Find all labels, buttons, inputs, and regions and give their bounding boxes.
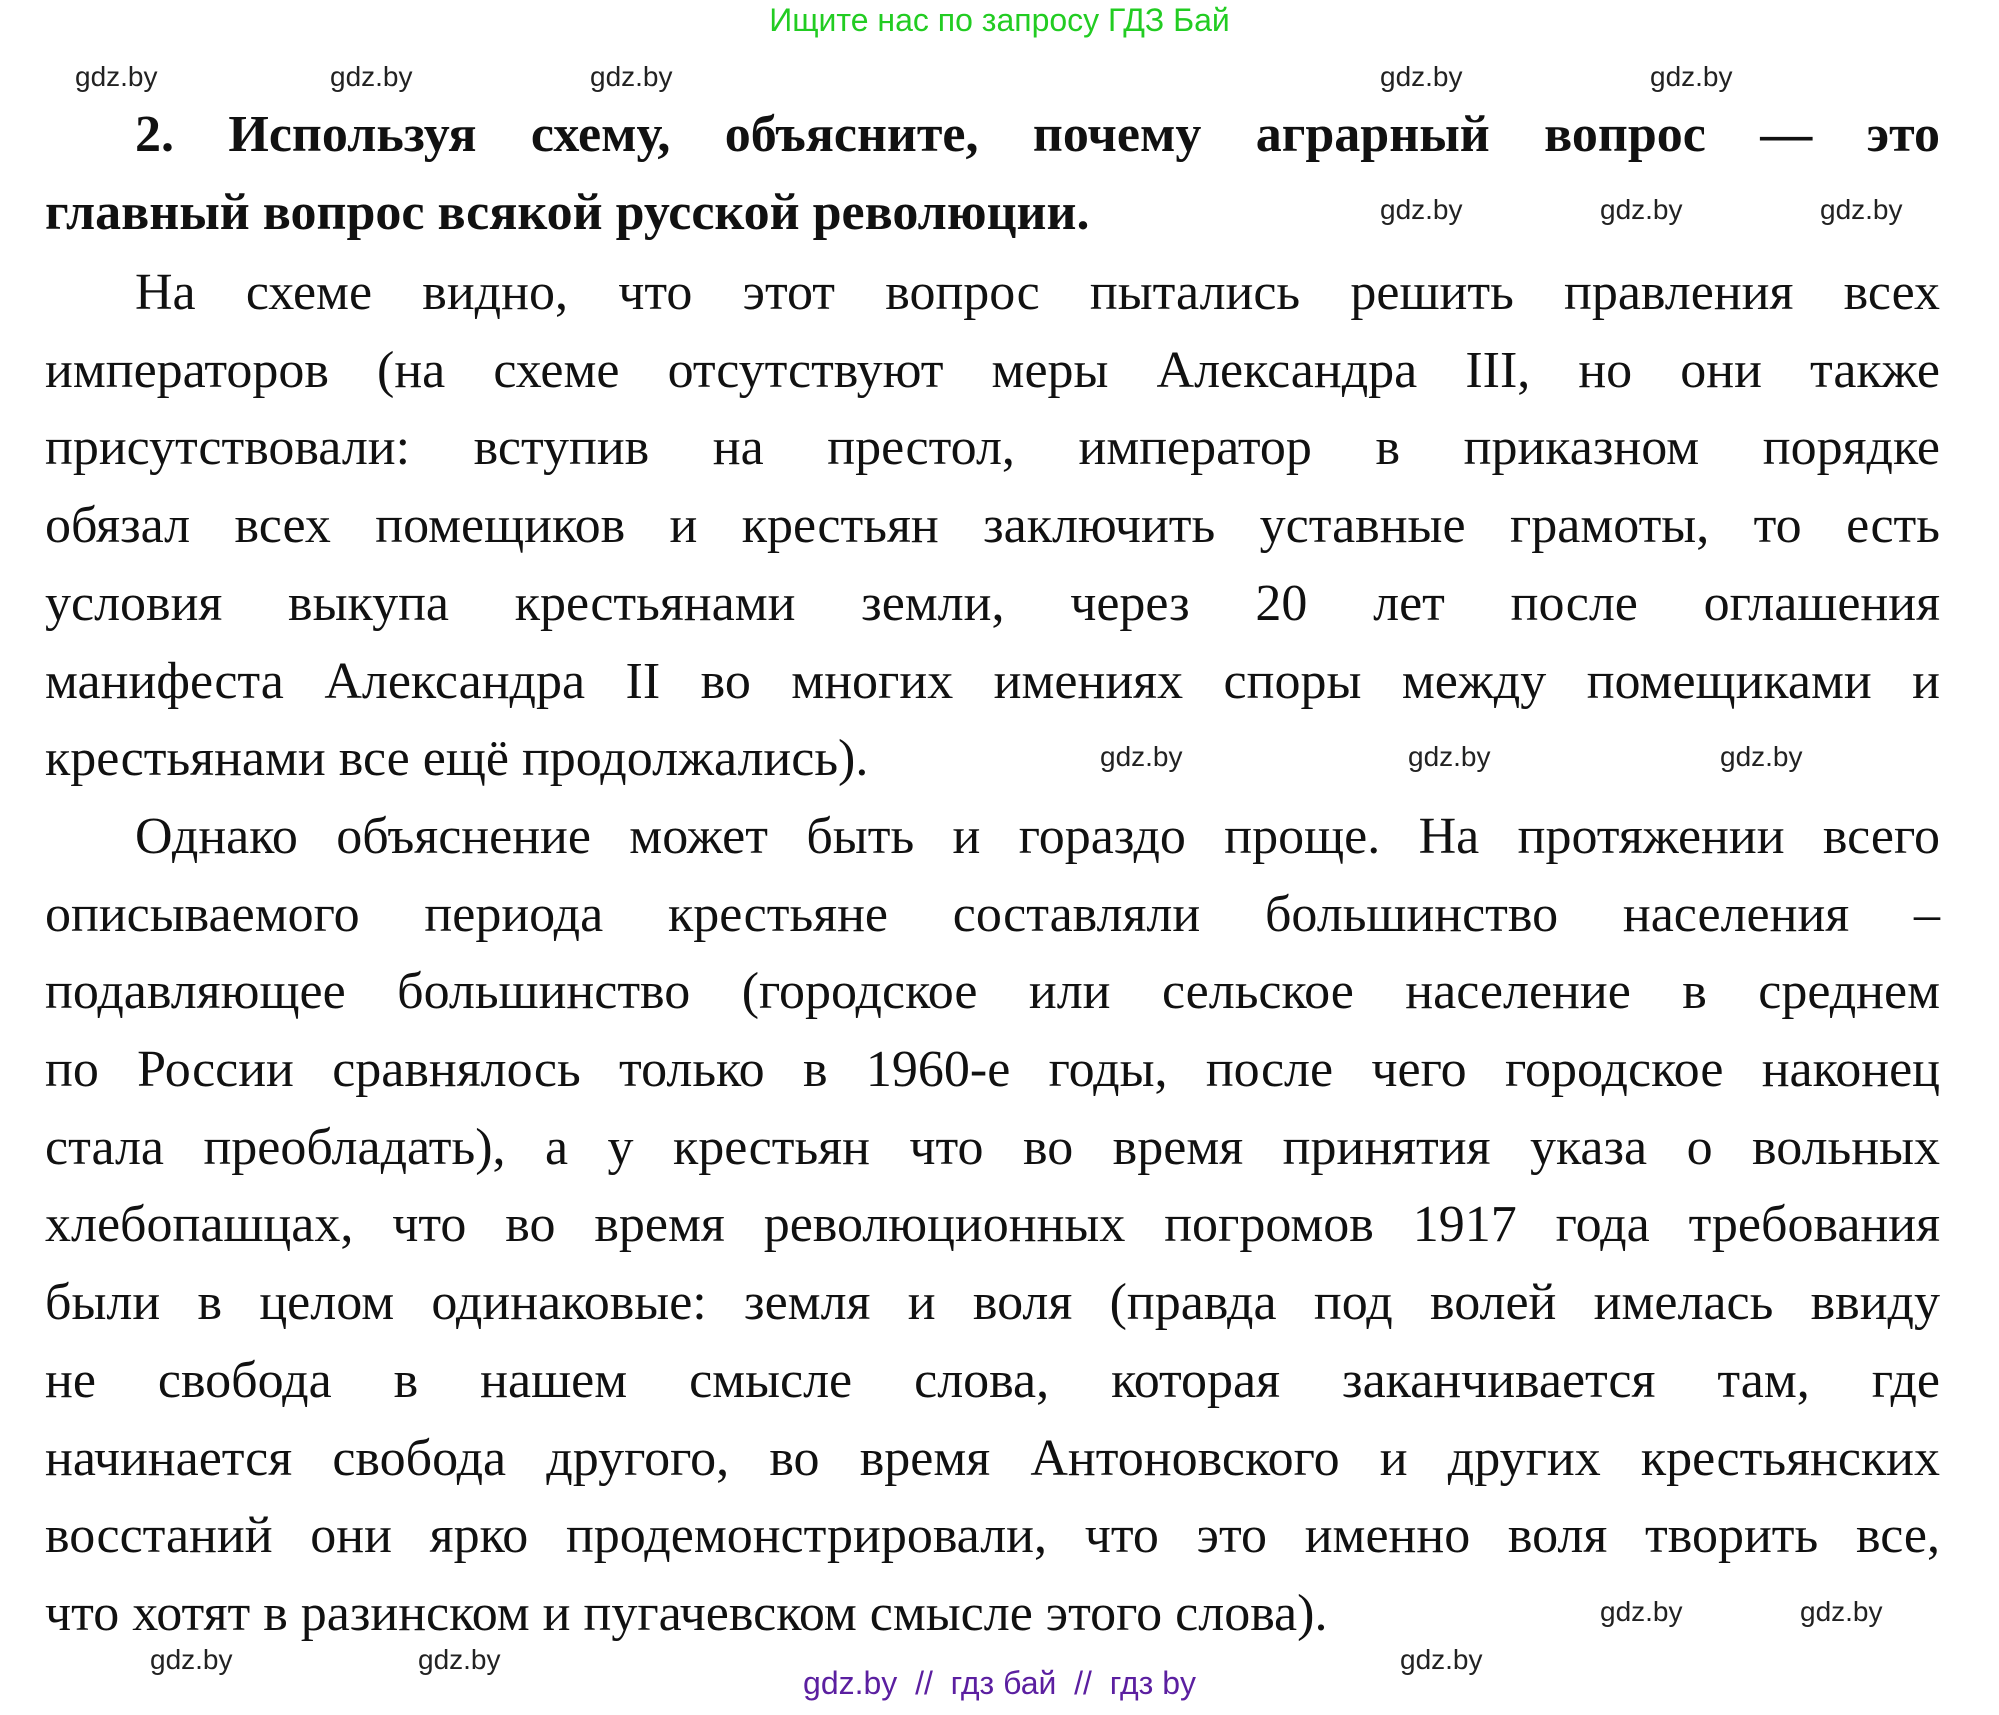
paragraph-line: крестьянами все ещё продолжались). xyxy=(45,730,869,788)
watermark: gdz.by xyxy=(1100,741,1183,772)
paragraph-line: были в целом одинаковые: земля и воля (правда под волей имелась ввиду xyxy=(45,1274,1940,1332)
task-title-line: главный вопрос всякой русской революции. xyxy=(45,183,1090,241)
watermark: gdz.by xyxy=(75,61,158,92)
watermark: gdz.by xyxy=(330,61,413,92)
watermark: gdz.by xyxy=(150,1644,233,1675)
paragraph-line: Однако объяснение может быть и гораздо проще. На протяжении всего xyxy=(135,807,1940,865)
paragraph-line: стала преобладать), а у крестьян что во время принятия указа о вольных xyxy=(45,1118,1940,1176)
footer-links: gdz.by // гдз бай // гдз by xyxy=(803,1665,1196,1701)
task-title-line: 2. Используя схему, объясните, почему аграрный вопрос — это xyxy=(135,106,1940,163)
paragraph-line: императоров (на схеме отсутствуют меры Александра III, но они также xyxy=(45,341,1940,399)
watermark: gdz.by xyxy=(1380,61,1463,92)
watermark: gdz.by xyxy=(1400,1644,1483,1675)
paragraph-line: манифеста Александра II во многих имениях споры между помещиками и xyxy=(45,652,1940,710)
paragraph-line: описываемого периода крестьяне составляли большинство населения – xyxy=(45,885,1940,943)
paragraph-line: хлебопашцах, что во время революционных погромов 1917 года требования xyxy=(45,1196,1940,1254)
paragraph-line: не свобода в нашем смысле слова, которая заканчивается там, где xyxy=(45,1351,1940,1409)
header-banner: Ищите нас по запросу ГДЗ Бай xyxy=(769,2,1230,38)
paragraph-line: обязал всех помещиков и крестьян заключить уставные грамоты, то есть xyxy=(45,497,1940,555)
watermark: gdz.by xyxy=(1800,1596,1883,1627)
paragraph-line: начинается свобода другого, во время Антоновского и других крестьянских xyxy=(45,1429,1940,1487)
watermark: gdz.by xyxy=(590,61,673,92)
watermark: gdz.by xyxy=(1720,741,1803,772)
paragraph-line: по России сравнялось только в 1960-е годы, после чего городское наконец xyxy=(45,1041,1940,1098)
paragraph-line: На схеме видно, что этот вопрос пытались решить правления всех xyxy=(135,264,1940,321)
watermark: gdz.by xyxy=(1650,61,1733,92)
watermark: gdz.by xyxy=(1380,194,1463,225)
watermark: gdz.by xyxy=(1600,194,1683,225)
watermark: gdz.by xyxy=(418,1644,501,1675)
paragraph-line: что хотят в разинском и пугачевском смысле этого слова). xyxy=(45,1584,1328,1642)
watermark: gdz.by xyxy=(1820,194,1903,225)
watermark: gdz.by xyxy=(1408,741,1491,772)
paragraph-line: условия выкупа крестьянами земли, через 20 лет после оглашения xyxy=(45,574,1940,632)
paragraph-line: подавляющее большинство (городское или сельское население в среднем xyxy=(45,963,1940,1021)
watermark: gdz.by xyxy=(1600,1596,1683,1627)
paragraph-line: присутствовали: вступив на престол, император в приказном порядке xyxy=(45,419,1940,477)
paragraph-line: восстаний они ярко продемонстрировали, что это именно воля творить все, xyxy=(45,1507,1940,1565)
